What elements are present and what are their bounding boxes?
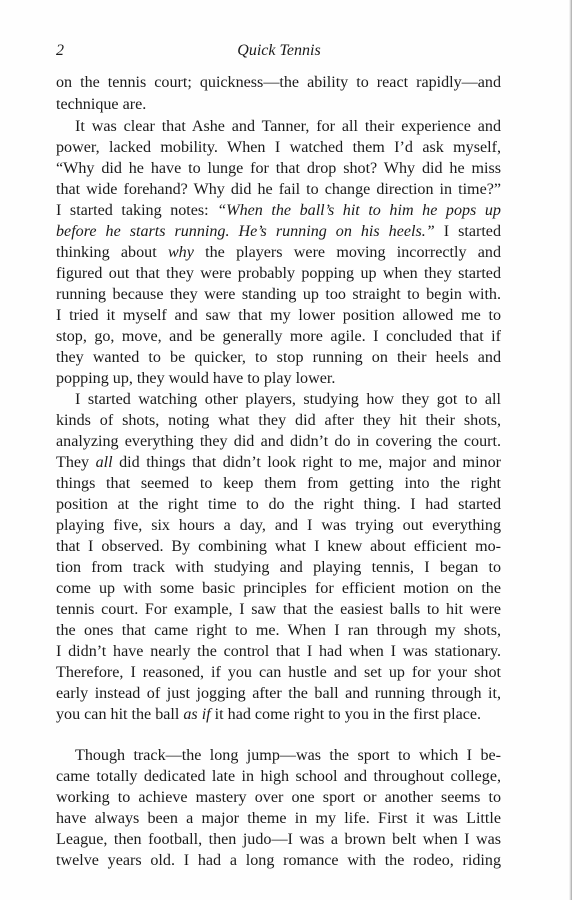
text-line: early instead of just jogging after the ball and running through it, bbox=[56, 685, 501, 702]
text-line: technique are. bbox=[56, 96, 147, 113]
text-line: analyzing everything they did and didn’t do in covering the court. bbox=[56, 433, 501, 450]
text-line: came totally dedicated late in high school and throughout college, bbox=[56, 768, 501, 785]
text-line: I started taking notes: “When the ball’s hit to him he pops up bbox=[56, 202, 501, 219]
text-line: tennis court. For example, I saw that the easiest balls to hit were bbox=[56, 601, 501, 618]
running-head bbox=[56, 40, 502, 62]
text-line: twelve years old. I had a long romance with the rodeo, riding bbox=[56, 852, 501, 869]
text-line: League, then football, then judo—I was a brown belt when I was bbox=[56, 831, 501, 848]
text-line: figured out that they were probably popping up when they started bbox=[56, 265, 501, 282]
text-line: It was clear that Ashe and Tanner, for all their experience and bbox=[75, 118, 501, 135]
text-line: playing five, six hours a day, and I was trying out everything bbox=[56, 517, 501, 534]
text-line: on the tennis court; quickness—the ability to react rapidly—and bbox=[56, 74, 501, 91]
text-line: power, lacked mobility. When I watched them I’d ask myself, bbox=[56, 139, 501, 156]
text-line: “Why did he have to lunge for that drop shot? Why did he miss bbox=[56, 160, 501, 177]
text-line: kinds of shots, noting what they did after they hit their shots, bbox=[56, 412, 501, 429]
text-line: tion from track with studying and playing tennis, I began to bbox=[56, 559, 501, 576]
text-line: the ones that came right to me. When I ran through my shots, bbox=[56, 622, 501, 639]
text-line: that wide forehand? Why did he fail to change direction in time?” bbox=[56, 181, 501, 198]
text-line: working to achieve mastery over one sport or another seems to bbox=[56, 789, 501, 806]
text-line: running because they were standing up too straight to begin with. bbox=[56, 286, 501, 303]
text-line: before he starts running. He’s running on his heels.” I started bbox=[56, 223, 501, 240]
text-line: position at the right time to do the right thing. I had started bbox=[56, 496, 501, 513]
text-line: I didn’t have nearly the control that I had when I was stationary. bbox=[56, 643, 501, 660]
text-line: things that seemed to keep them from getting into the right bbox=[56, 475, 501, 492]
text-line: that I observed. By combining what I knew about efficient mo- bbox=[56, 538, 501, 555]
text-line: I started watching other players, studying how they got to all bbox=[75, 391, 501, 408]
text-line: they wanted to be quicker, to stop running on their heels and bbox=[56, 349, 501, 366]
text-line: stop, go, move, and be generally more agile. I concluded that if bbox=[56, 328, 501, 345]
page-number: 2 bbox=[56, 42, 64, 59]
text-line: come up with some basic principles for efficient motion on the bbox=[56, 580, 501, 597]
text-line: have always been a major theme in my life. First it was Little bbox=[56, 810, 501, 827]
text-line: you can hit the ball as if it had come right to you in the first place. bbox=[56, 706, 482, 723]
text-line: thinking about why the players were moving incorrectly and bbox=[56, 244, 501, 261]
text-line: Therefore, I reasoned, if you can hustle and set up for your shot bbox=[56, 664, 501, 681]
text-line: popping up, they would have to play lower. bbox=[56, 370, 336, 387]
running-title: Quick Tennis bbox=[237, 42, 321, 59]
text-line: I tried it myself and saw that my lower position allowed me to bbox=[56, 307, 501, 324]
text-line: They all did things that didn’t look right to me, major and minor bbox=[56, 454, 501, 471]
text-line: Though track—the long jump—was the sport to which I be- bbox=[75, 747, 501, 764]
